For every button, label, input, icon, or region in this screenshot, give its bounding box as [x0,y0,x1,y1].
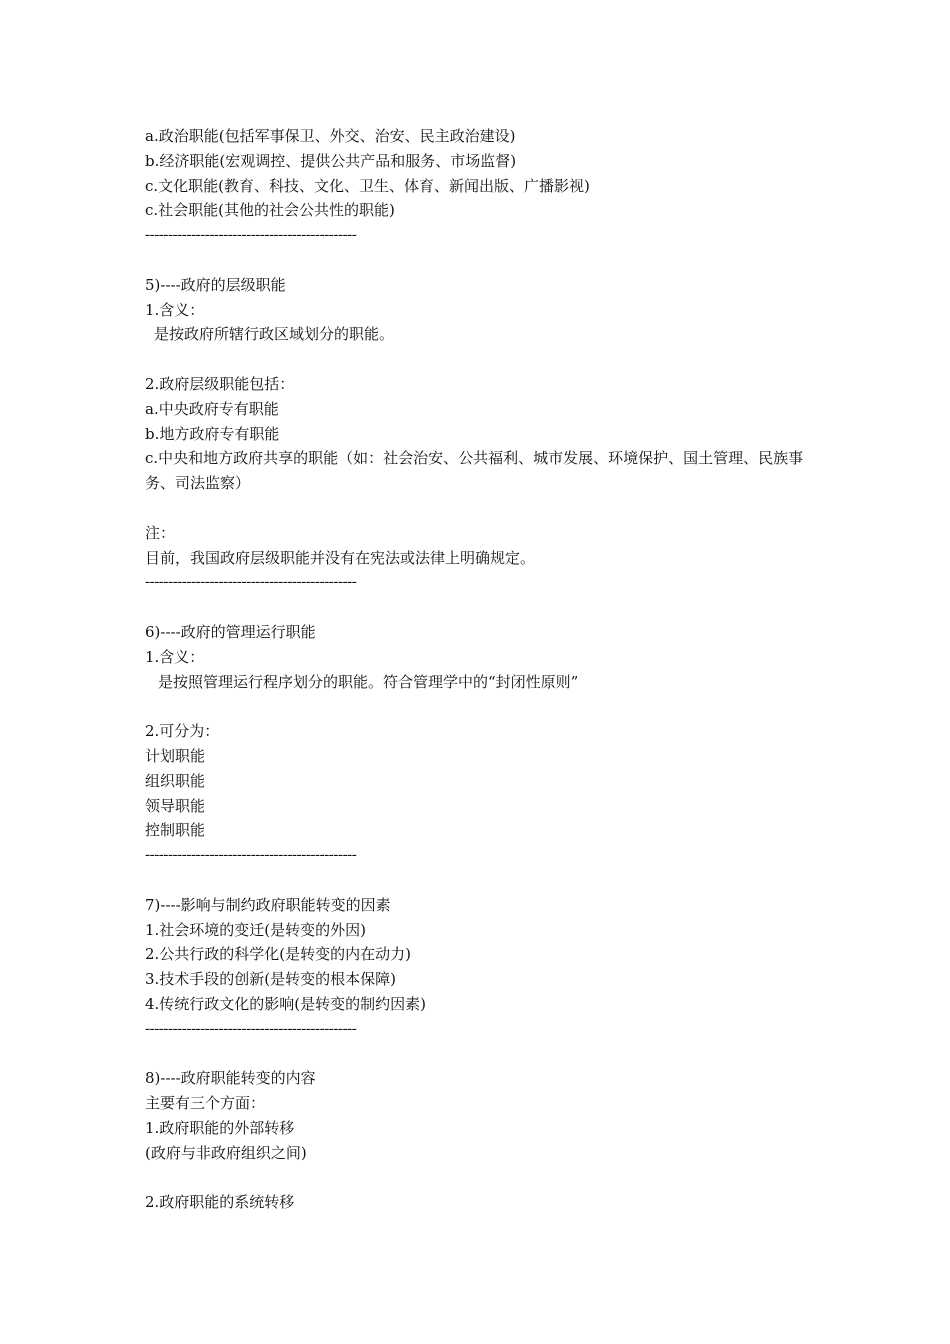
section7-title: 7)----影响与制约政府职能转变的因素 [145,895,391,914]
section5-meaning-label: 1.含义： [145,300,205,319]
blank-line [145,248,825,273]
list-item: 组织职能 [145,771,206,790]
list-item: 2.公共行政的科学化(是转变的内在动力) [145,945,412,964]
section6-meaning-text: 是按照管理运行程序划分的职能。符合管理学中的“封闭性原则” [158,672,579,691]
section5-title: 5)----政府的层级职能 [145,275,286,294]
section8-item1-note: (政府与非政府组织之间) [145,1143,307,1162]
document-page [145,124,825,1215]
list-item: 4.传统行政文化的影响(是转变的制约因素) [145,994,427,1013]
list-item: 控制职能 [145,821,206,840]
function-political: a.政治职能(包括军事保卫、外交、治安、民主政治建设) [145,127,516,145]
section5-note-label: 注： [145,523,176,542]
blank-line [145,347,825,372]
separator: ---------------------------------------------- [145,1020,357,1037]
section8-intro: 主要有三个方面： [145,1094,266,1113]
section6-title: 6)----政府的管理运行职能 [145,622,316,641]
list-item: c.中央和地方政府共享的职能（如：社会治安、公共福利、城市发展、环境保护、国土管理、民族事务、司法监察） [145,449,804,493]
function-social: c.社会职能(其他的社会公共性的职能) [145,201,395,220]
blank-line [145,868,825,893]
separator: ---------------------------------------------- [145,227,357,244]
section8-item1: 1.政府职能的外部转移 [145,1118,295,1137]
section8-title: 8)----政府职能转变的内容 [145,1069,316,1088]
list-item: 领导职能 [145,796,206,815]
function-cultural: c.文化职能(教育、科技、文化、卫生、体育、新闻出版、广播影视) [145,176,590,195]
blank-line [145,496,825,521]
list-item: a.中央政府专有职能 [145,399,279,418]
separator: ---------------------------------------------- [145,847,357,864]
section8-item2: 2.政府职能的系统转移 [145,1193,295,1212]
blank-line [145,694,825,719]
list-item: 计划职能 [145,746,206,765]
section6-meaning-label: 1.含义： [145,647,205,666]
blank-line [145,1041,825,1066]
separator: ---------------------------------------------- [145,574,357,591]
list-item: 3.技术手段的创新(是转变的根本保障) [145,970,397,989]
section5-note-text: 目前，我国政府层级职能并没有在宪法或法律上明确规定。 [145,548,536,567]
section5-meaning-text: 是按政府所辖行政区域划分的职能。 [154,325,395,344]
section5-includes-label: 2.政府层级职能包括： [145,374,295,393]
blank-line [145,595,825,620]
function-economic: b.经济职能(宏观调控、提供公共产品和服务、市场监督) [145,151,517,170]
blank-line [145,1165,825,1190]
list-item: 1.社会环境的变迁(是转变的外因) [145,920,367,939]
list-item: b.地方政府专有职能 [145,424,280,443]
section6-divide-label: 2.可分为： [145,722,220,741]
